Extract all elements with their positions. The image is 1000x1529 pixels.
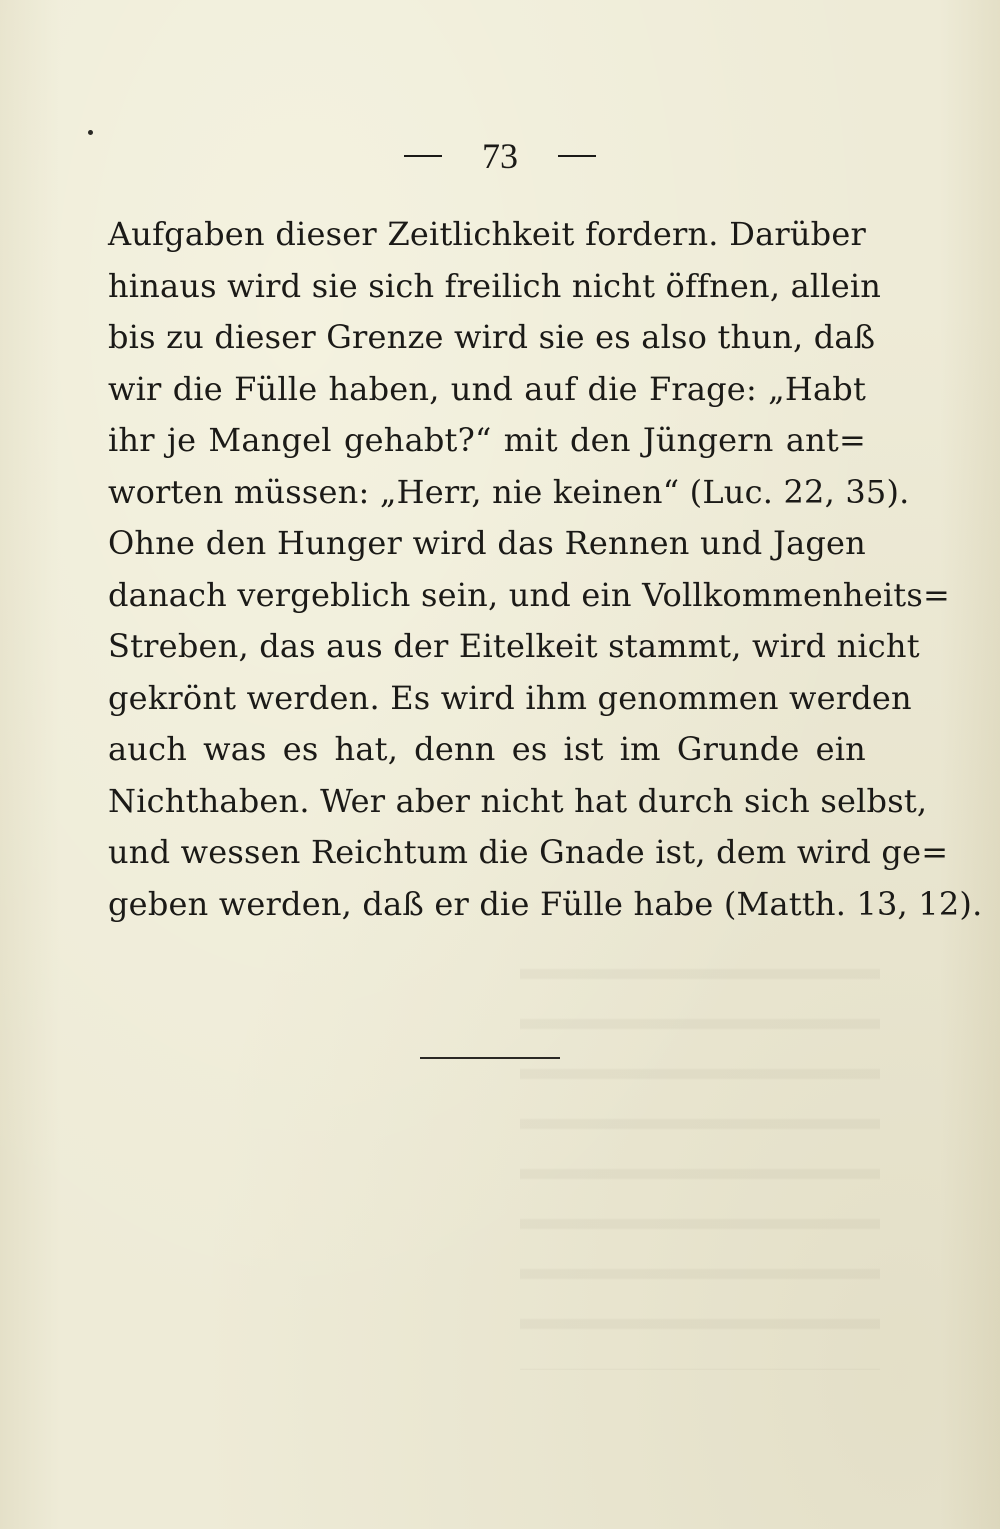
bleed-through-texture	[520, 930, 880, 1370]
text-line: auch was es hat, denn es ist im Grunde ein	[108, 730, 866, 768]
text-line: Nichthaben. Wer aber nicht hat durch sich selbst,	[108, 781, 928, 820]
text-line: Aufgaben dieser Zeitlichkeit fordern. Darüber	[108, 215, 866, 253]
text-line: Ohne den Hunger wird das Rennen und Jagen	[108, 524, 866, 562]
page-header	[0, 134, 1000, 178]
text-line: danach vergeblich sein, und ein Vollkommenheits=	[108, 575, 950, 614]
text-line: und wessen Reichtum die Gnade ist, dem wird ge=	[108, 833, 949, 871]
text-line: geben werden, daß er die Fülle habe (Matth. 13, 12).	[108, 884, 983, 923]
header-dash-left	[404, 155, 442, 157]
text-line: hinaus wird sie sich freilich nicht öffnen, allein	[108, 266, 882, 305]
header-dash-right	[558, 155, 596, 157]
text-line: wir die Fülle haben, und auf die Frage: „Habt	[108, 369, 866, 408]
body-paragraph	[108, 209, 983, 930]
text-line: Streben, das aus der Eitelkeit stammt, wird nicht	[108, 627, 920, 665]
text-line: worten müssen: „Herr, nie keinen“ (Luc. 22, 35).	[108, 472, 910, 511]
page-number: 73	[482, 136, 518, 176]
text-line: bis zu dieser Grenze wird sie es also thun, daß	[108, 318, 876, 356]
end-rule	[420, 1057, 560, 1059]
text-line: ihr je Mangel gehabt?“ mit den Jüngern ant=	[108, 421, 866, 459]
text-line: gekrönt werden. Es wird ihm genommen werden	[108, 678, 912, 717]
